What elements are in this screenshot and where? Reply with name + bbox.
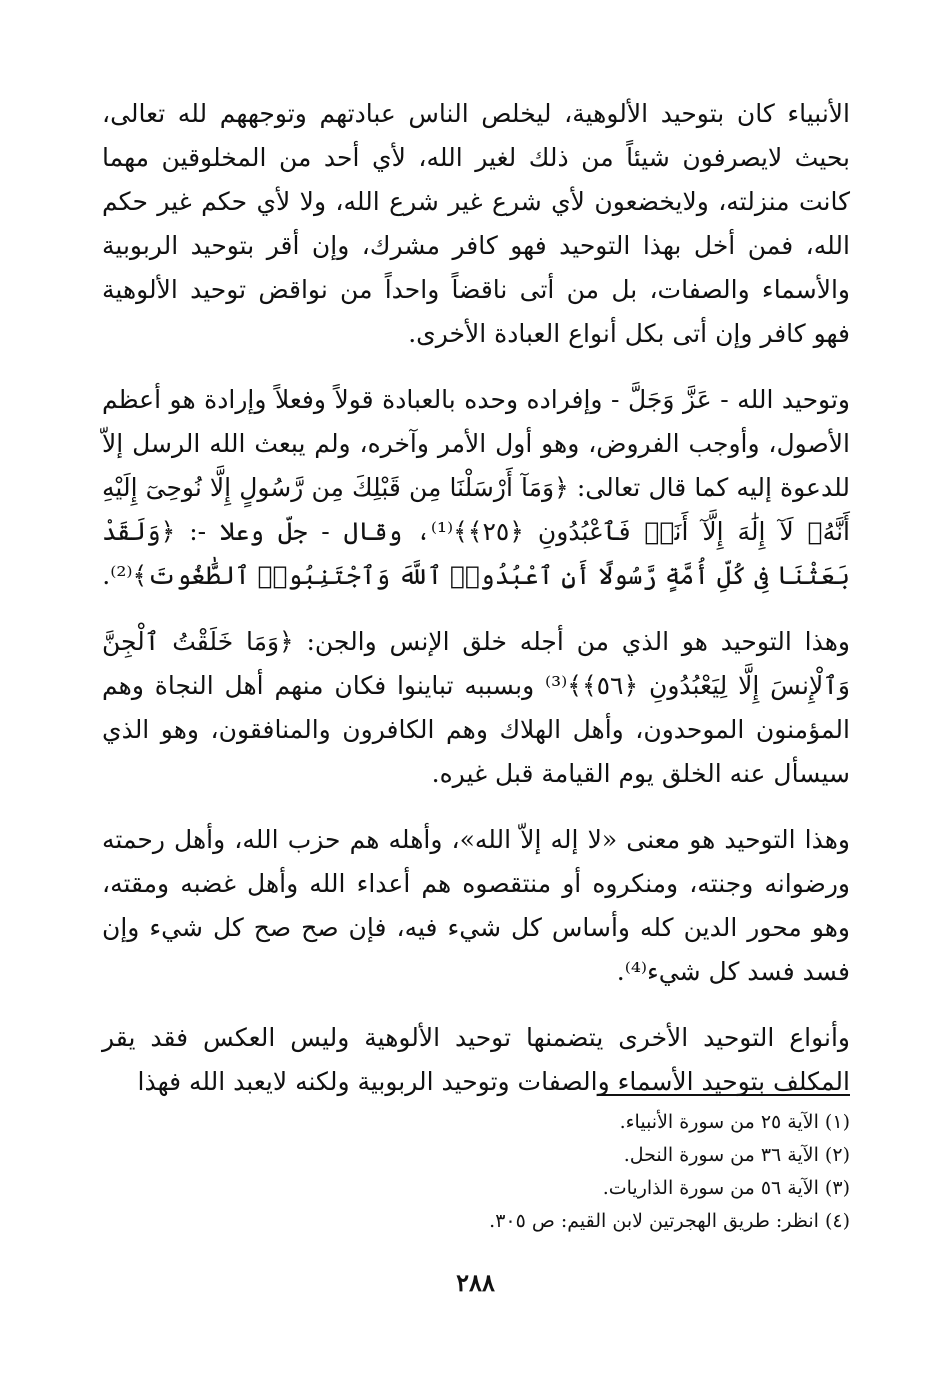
paragraph-1: الأنبياء كان بتوحيد الألوهية، ليخلص الناس عبادتهم وتوجههم لله تعالى، بحيث لايصرفون شيئاً من ذلك لغير الله، لأي أحد من المخلوقين مهما كانت منزلته، ولايخضعون لأي شرع غير شرع الله، ولا لأي حكم غير حكم الله، فمن أخل بهذا التوحيد فهو كافر مشرك، وإن أقر بتوحيد الربوبية والأسماء والصفات، بل من أتى ناقضاً واحداً من نواقض توحيد الألوهية فهو كافر وإن أتى بكل أنواع العبادة الأخرى. [102, 99, 850, 348]
footnote-4: (٤) انظر: طريق الهجرتين لابن القيم: ص ٣٠٥. [489, 1210, 850, 1232]
footnotes-list [102, 1106, 850, 1238]
paragraph-3: وهذا التوحيد هو الذي من أجله خلق الإنس والجن: ﴿وَمَا خَلَقْتُ ٱلْجِنَّ وَٱلْإِنسَ إِلَّا لِيَعْبُدُونِ ﴿٥٦﴾﴾⁽³⁾ وبسببه تباينوا فكان منهم أهل النجاة وهم المؤمنون الموحدون، وأهل الهلاك وهم الكافرون والمنافقون، وهو الذي سيسأل عنه الخلق يوم القيامة قبل غيره. [102, 627, 850, 788]
footnote-2: (٢) الآية ٣٦ من سورة النحل. [623, 1144, 850, 1166]
body-text [102, 92, 850, 1126]
paragraph-2: وتوحيد الله - عَزَّ وَجَلَّ - وإفراده وحده بالعبادة قولاً وفعلاً وإرادة هو أعظم الأصول، وأوجب الفروض، وهو أول الأمر وآخره، ولم يبعث الله الرسل إلاّ للدعوة إليه كما قال تعالى: ﴿وَمَآ أَرْسَلْنَا مِن قَبْلِكَ مِن رَّسُولٍ إِلَّا نُوحِىٓ إِلَيْهِ أَنَّهُۥ لَآ إِلَٰهَ إِلَّآ أَنَا۠ فَٱعْبُدُونِ ﴿٢٥﴾﴾⁽¹⁾، وقال - جلّ وعلا -: ﴿وَلَقَدْ بَعَثْنَا فِى كُلِّ أُمَّةٍ رَّسُولًا أَنِ ٱعْبُدُوا۟ ٱللَّهَ وَٱجْتَنِبُوا۟ ٱلطَّٰغُوتَ﴾⁽²⁾. [102, 385, 850, 590]
paragraph-5: وأنواع التوحيد الأخرى يتضمنها توحيد الألوهية وليس العكس فقد يقر المكلف بتوحيد الأسماء والصفات وتوحيد الربوبية ولكنه لايعبد الله فهذا [102, 1023, 850, 1096]
page-number: ٢٨٨ [456, 1268, 495, 1297]
paragraph-4: وهذا التوحيد هو معنى «لا إله إلاّ الله»، وأهله هم حزب الله، وأهل رحمته ورضوانه وجنته، ومنكروه أو منتقصوه هم أعداء الله وأهل غضبه ومقته، وهو محور الدين كله وأساس كل شيء فيه، فإن صح صح كل شيء وإن فسد فسد كل شيء⁽⁴⁾. [102, 825, 850, 986]
footnote-separator [598, 1094, 850, 1096]
footnote-3: (٣) الآية ٥٦ من سورة الذاريات. [602, 1177, 850, 1199]
footnote-1: (١) الآية ٢٥ من سورة الأنبياء. [619, 1111, 850, 1133]
